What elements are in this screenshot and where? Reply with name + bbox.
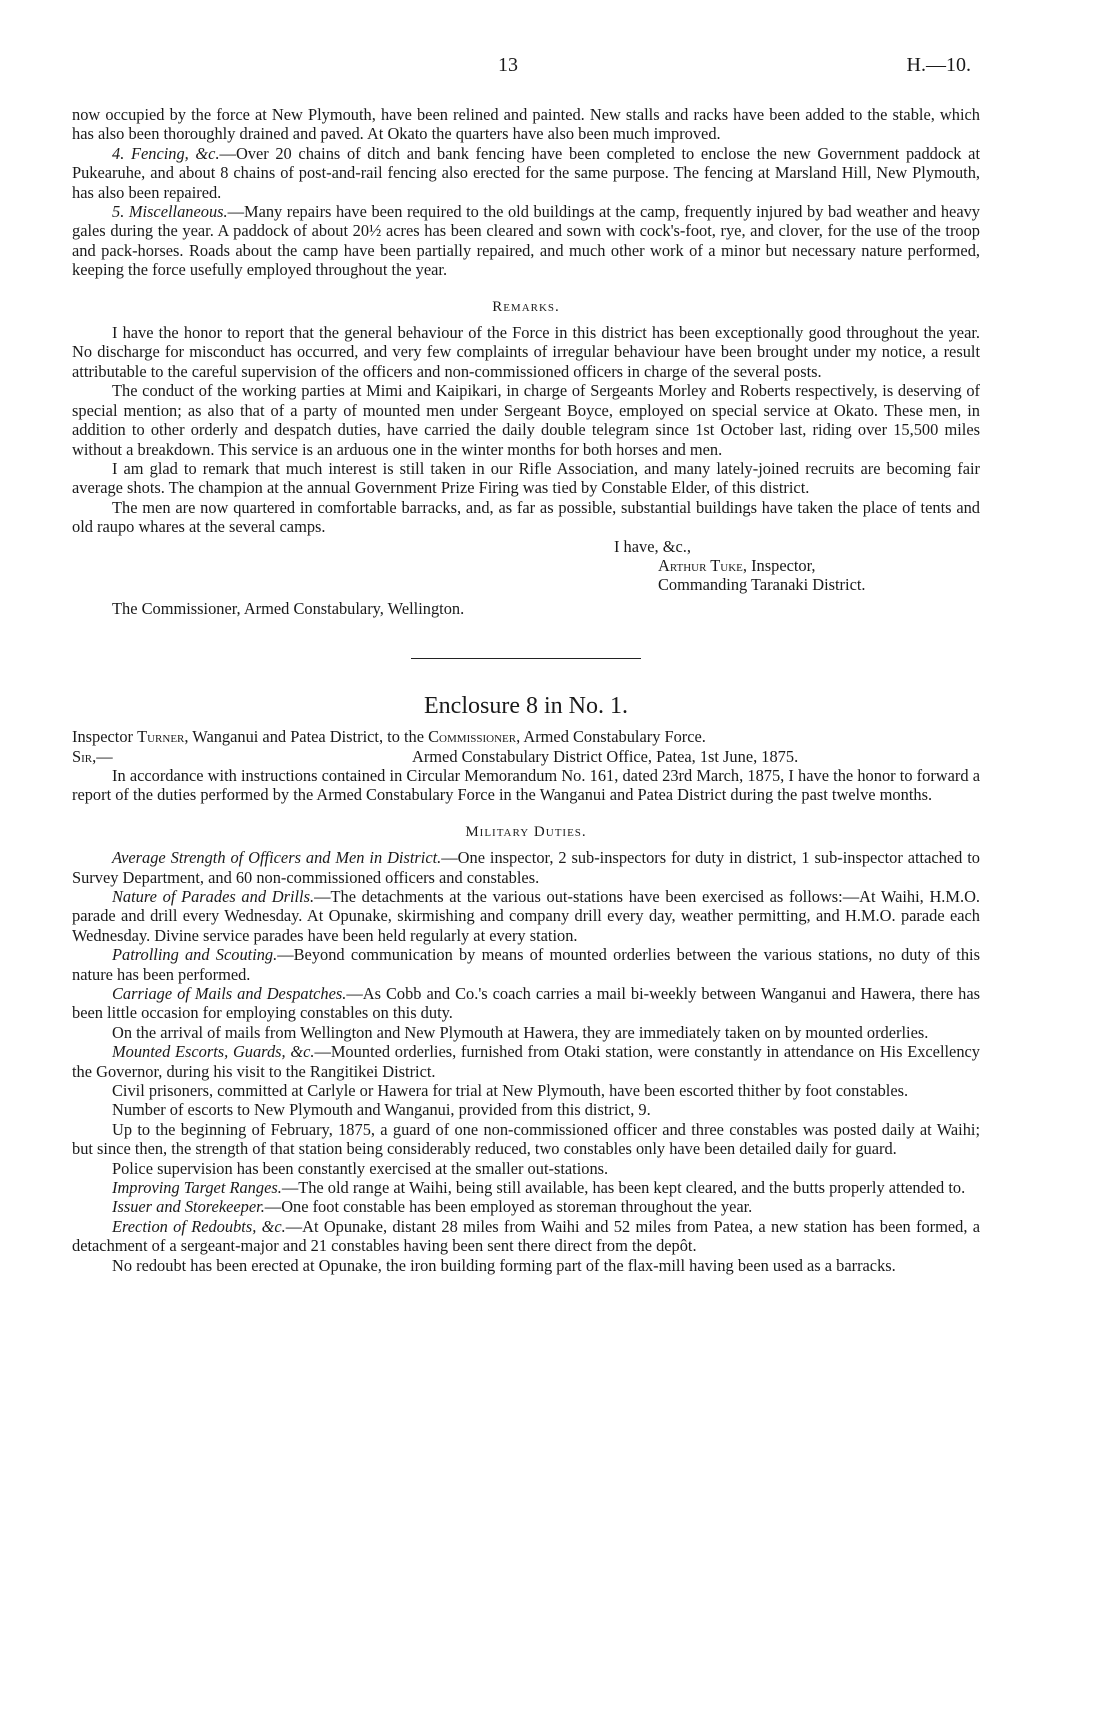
duty-title: Patrolling and Scouting. xyxy=(112,945,278,965)
remarks-paragraph: I have the honor to report that the general behaviour of the Force in this district has been exceptionally good throughout the year. No discharge for misconduct has occurred, and very few complaints of irregular behaviour have been brought under my notice, a result attributable to the careful supervision of the officers and non-commissioned officers in charge of the several posts. xyxy=(72,323,980,381)
duty-target-ranges xyxy=(72,1178,980,1197)
section-divider xyxy=(411,658,641,659)
duty-text: —The detachments at the various out-stations have been exercised as follows:—At Waihi, H.M.O. parade and drill every Wednesday. At Opunake, skirmishing and company drill every day, weather permitting, and H.M.O. parade each Wednesday. Divine service parades have been held regularly at every station. xyxy=(72,886,980,945)
remarks-paragraph: I am glad to remark that much interest is still taken in our Rifle Association, and many lately-joined recruits are becoming fair average shots. The champion at the annual Government Prize Firing was tied by Constable Elder, of this district. xyxy=(72,458,980,498)
paragraph-text: —Over 20 chains of ditch and bank fencing have been completed to enclose the new Government paddock at Pukearuhe, and about 8 chains of post-and-rail fencing also erected for the same purpose. The fencing at Marsland Hill, New Plymouth, has also been repaired. xyxy=(72,143,980,202)
address-sender: Turner xyxy=(137,727,185,747)
paragraph-title: 4. Fencing, &c. xyxy=(112,143,220,163)
salutation-line xyxy=(72,747,980,766)
duty-storekeeper xyxy=(72,1197,980,1216)
page-header xyxy=(0,54,1114,84)
duty-escorts xyxy=(72,1042,980,1081)
duty-title: Erection of Redoubts, &c. xyxy=(112,1216,286,1236)
signature-line xyxy=(658,556,980,575)
address-text: , Wanganui and Patea District, to the xyxy=(184,727,429,747)
duty-text: —The old range at Waihi, being still available, has been kept cleared, and the butts properly attended to. xyxy=(281,1178,966,1198)
enclosure-intro: In accordance with instructions contained in Circular Memorandum No. 161, dated 23rd March, 1875, I have the honor to forward a report of the duties performed by the Armed Constabulary Force in the Wanganui and Patea District during the past twelve months. xyxy=(72,765,980,805)
signature-district: Commanding Taranaki District. xyxy=(658,575,866,595)
paragraph-text: —Many repairs have been required to the old buildings at the camp, frequently injured by bad weather and heavy gales during the year. A paddock of about 20½ acres has been cleared and sown with cock's-foot, rye, and clover, for the use of the troop and pack-horses. Roads about the camp have been partially repaired, and much other work of a minor but necessary nature performed, keeping the force usefully employed throughout the year. xyxy=(72,202,980,280)
salutation: Sir,— xyxy=(72,746,113,766)
duty-text: —One inspector, 2 sub-inspectors for duty in district, 1 sub-inspector attached to Survey Department, and 60 non-commissioned officers and constables. xyxy=(72,848,980,887)
signature-name: Arthur Tuke xyxy=(658,555,743,575)
document-code: H.—10. xyxy=(906,54,971,76)
duty-title: Issuer and Storekeeper. xyxy=(112,1197,265,1217)
duty-paragraph: Civil prisoners, committed at Carlyle or Hawera for trial at New Plymouth, have been escorted thither by foot constables. xyxy=(112,1081,909,1101)
duty-title: Nature of Parades and Drills. xyxy=(112,886,315,906)
duty-text: —As Cobb and Co.'s coach carries a mail bi-weekly between Wanganui and Hawera, there has been little occasion for employing constables on this duty. xyxy=(72,984,980,1023)
duty-strength xyxy=(72,848,980,887)
duty-mails xyxy=(72,984,980,1023)
duty-paragraph: Up to the beginning of February, 1875, a guard of one non-commissioned officer and three constables was posted daily at Waihi; but since then, the strength of that station being considerably reduced, two constables only have been detailed daily for guard. xyxy=(72,1119,980,1159)
section-heading-military-duties: Military Duties. xyxy=(465,823,587,840)
signature-role: , Inspector, xyxy=(742,555,816,575)
duty-patrolling xyxy=(72,945,980,984)
duty-parades xyxy=(72,887,980,945)
remarks-paragraph: The men are now quartered in comfortable barracks, and, as far as possible, substantial buildings have taken the place of tents and old raupo whares at the several camps. xyxy=(72,497,980,537)
page-number: 13 xyxy=(498,54,518,76)
address-text: Inspector xyxy=(72,727,138,747)
paragraph-title: 5. Miscellaneous. xyxy=(112,202,228,222)
duty-title: Carriage of Mails and Despatches. xyxy=(112,984,347,1004)
duty-text: —At Opunake, distant 28 miles from Waihi and 52 miles from Patea, a new station has been formed, a detachment of a sergeant-major and 21 constables having been sent there direct from the depôt. xyxy=(72,1216,981,1256)
section-heading-remarks: Remarks. xyxy=(492,298,560,315)
duty-text: —Beyond communication by means of mounted orderlies between the various stations, no duty of this nature has been performed. xyxy=(72,945,980,984)
duty-title: Average Strength of Officers and Men in District. xyxy=(112,848,442,868)
duty-title: Mounted Escorts, Guards, &c. xyxy=(112,1042,315,1062)
duty-paragraph: On the arrival of mails from Wellington and New Plymouth at Hawera, they are immediately taken on by mounted orderlies. xyxy=(112,1022,929,1042)
remarks-paragraph: The conduct of the working parties at Mimi and Kaipikari, in charge of Sergeants Morley and Roberts respectively, is deserving of special mention; as also that of a party of mounted men under Sergeant Boyce, employed on special service at Okato. These men, in addition to other orderly and despatch duties, have carried the daily double telegram since 1st October last, riding over 15,500 miles without a breakdown. This service is an arduous one in the winter months for both horses and men. xyxy=(72,381,980,459)
recipient-line: The Commissioner, Armed Constabulary, Wellington. xyxy=(112,598,465,618)
duty-text: —Mounted orderlies, furnished from Otaki station, were constantly in attendance on His Excellency the Governor, during his visit to the Rangitikei District. xyxy=(72,1042,981,1081)
document-body xyxy=(72,105,980,1275)
closing-line: I have, &c., xyxy=(614,536,691,556)
duty-paragraph: No redoubt has been erected at Opunake, the iron building forming part of the flax-mill having been used as a barracks. xyxy=(112,1255,896,1275)
duty-redoubts xyxy=(72,1217,980,1256)
paragraph-miscellaneous xyxy=(72,202,980,280)
address-recipient: Commissioner xyxy=(428,727,517,747)
address-text: , Armed Constabulary Force. xyxy=(516,727,706,747)
enclosure-title: Enclosure 8 in No. 1. xyxy=(424,693,628,720)
duty-paragraph: Number of escorts to New Plymouth and Wanganui, provided from this district, 9. xyxy=(112,1100,651,1120)
duty-title: Improving Target Ranges. xyxy=(112,1178,282,1198)
enclosure-address xyxy=(72,727,980,746)
place-date: Armed Constabulary District Office, Patea, 1st June, 1875. xyxy=(412,746,799,766)
duty-paragraph: Police supervision has been constantly exercised at the smaller out-stations. xyxy=(112,1158,609,1178)
paragraph-continued: now occupied by the force at New Plymouth, have been relined and painted. New stalls and racks have been added to the stable, which has also been thoroughly drained and paved. At Okato the quarters have also been much improved. xyxy=(72,105,980,144)
paragraph-fencing xyxy=(72,144,980,202)
duty-text: —One foot constable has been employed as storeman throughout the year. xyxy=(264,1197,753,1217)
